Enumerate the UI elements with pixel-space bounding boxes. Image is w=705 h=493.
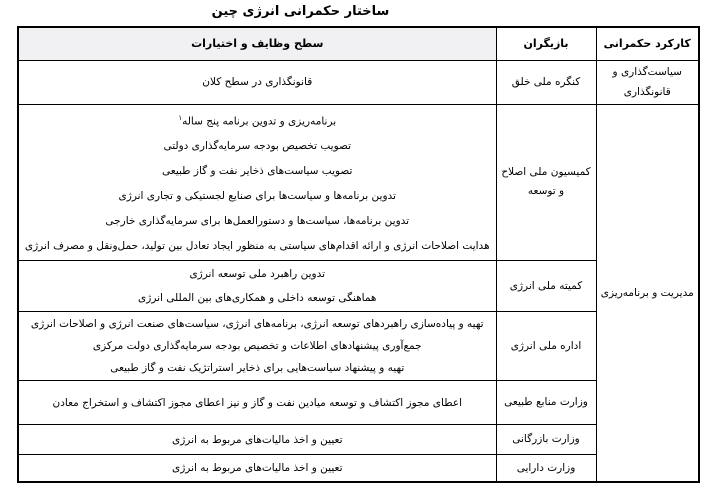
page-title: ساختار حکمرانی انرژی چین: [211, 4, 390, 19]
tasks-cell: [18, 381, 496, 425]
page: [0, 4, 705, 493]
governance-table: [17, 26, 700, 483]
tasks-cell: [18, 60, 496, 104]
header-function: کارکرد حکمرانی: [596, 27, 699, 60]
function-group-policy: سیاست‌گذاری و قانونگذاری: [596, 60, 699, 104]
header-row: [18, 27, 699, 60]
tasks-cell: [18, 425, 496, 455]
task-line: [22, 106, 493, 135]
tasks-cell: [18, 312, 496, 381]
table-row: [18, 104, 699, 261]
table-row: [18, 60, 699, 104]
actor-cell: وزارت بازرگانی: [496, 425, 596, 455]
task-line: تدوین برنامه‌ها، سیاست‌ها و دستورالعمل‌ها برای سرمایه‌گذاری خارجی: [105, 215, 410, 227]
actor-cell: کمیسیون ملی اصلاح و توسعه: [496, 104, 596, 261]
actor-cell: وزارت منابع طبیعی: [496, 381, 596, 425]
task-line: تهیه و پیشنهاد سیاست‌هایی برای ذخایر استراتژیک نفت و گاز طبیعی: [110, 362, 405, 374]
actor-cell: کمیته ملی انرژی: [496, 261, 596, 312]
task-line: تعیین و اخذ مالیات‌های مربوط به انرژی: [171, 433, 343, 446]
function-group-management: مدیریت و برنامه‌ریزی: [596, 104, 699, 482]
task-line: تهیه و پیاده‌سازی راهبردهای توسعه انرژی، برنامه‌های انرژی، سیاست‌های صنعت انرژی و اصلاحات انرژی: [30, 318, 484, 330]
tasks-cell: [18, 104, 496, 261]
task-line: قانونگذاری در سطح کلان: [202, 76, 313, 88]
tasks-cell: [18, 455, 496, 483]
tasks-cell: [18, 261, 496, 312]
task-line: تدوین راهبرد ملی توسعه انرژی: [189, 268, 326, 280]
task-line: تدوین برنامه‌ها و سیاست‌ها برای صنایع لجستیکی و تجاری انرژی: [118, 190, 396, 202]
task-line: تصویب تخصیص بودجه سرمایه‌گذاری دولتی: [163, 140, 352, 152]
task-text: برنامه‌ریزی و تدوین برنامه پنج ساله: [182, 115, 337, 127]
task-line: هماهنگی توسعه داخلی و همکاری‌های بین المللی انرژی: [138, 292, 377, 304]
header-tasks: سطح وظایف و اختیارات: [18, 27, 496, 60]
actor-cell: وزارت دارایی: [496, 455, 596, 483]
actor-cell: کنگره ملی خلق: [496, 60, 596, 104]
task-line: تصویب سیاست‌های ذخایر نفت و گاز طبیعی: [162, 165, 353, 177]
task-line: اعطای مجوز اکتشاف و توسعه میادین نفت و گاز و نیز اعطای مجوز اکتشاف و استخراج معادن: [52, 396, 463, 409]
task-line: هدایت اصلاحات انرژی و ارائه اقدام‌های سیاستی به منظور ایجاد تعادل بین تولید، حمل‌ونقل و مصرف انرژی: [24, 240, 490, 252]
footnote-marker: ۱: [178, 113, 183, 122]
actor-cell: اداره ملی انرژی: [496, 312, 596, 381]
header-actors: بازیگران: [496, 27, 596, 60]
task-line: تعیین و اخذ مالیات‌های مربوط به انرژی: [171, 462, 343, 474]
task-line: جمع‌آوری پیشنهادهای اطلاعات و تخصیص بودجه سرمایه‌گذاری دولت مرکزی: [92, 340, 422, 352]
